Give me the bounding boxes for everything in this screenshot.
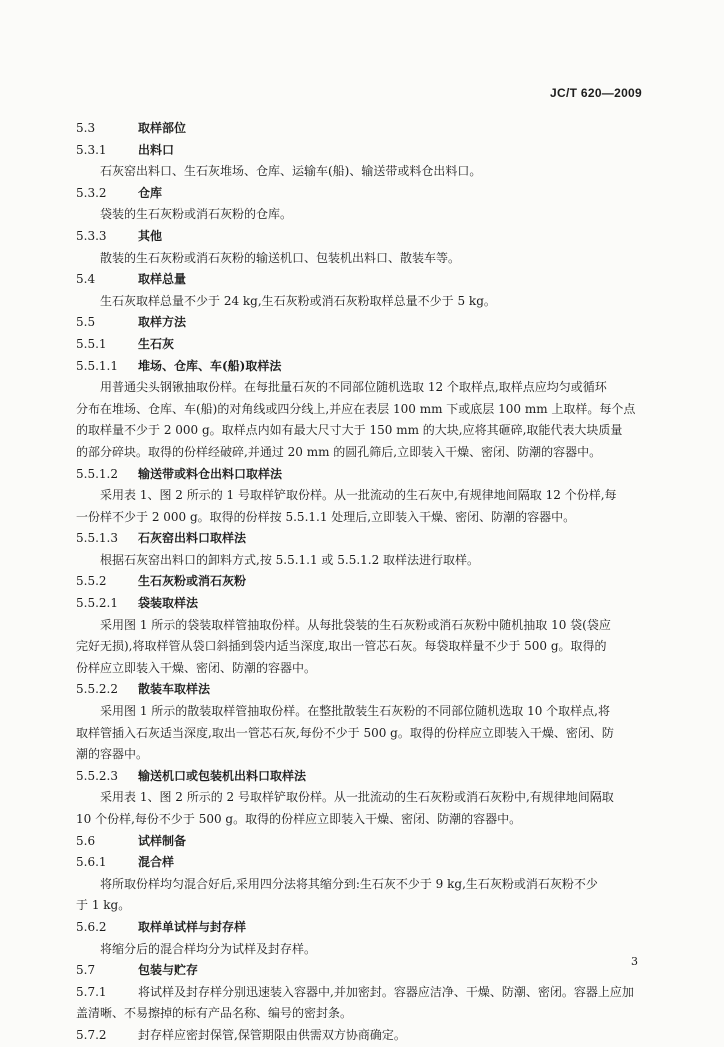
section-number: 5.6 (76, 833, 96, 848)
line-text: 将缩分后的混合样均分为试样及封存样。 (100, 941, 317, 956)
line-text: 生石灰取样总量不少于 24 kg,生石灰粉或消石灰粉取样总量不少于 5 kg。 (100, 293, 496, 308)
paragraph-line (76, 399, 642, 421)
section-number: 5.3.2 (76, 185, 107, 200)
standard-code: JC/T 620—2009 (550, 86, 642, 100)
line-text: 出料口 (138, 142, 175, 157)
paragraph-line (76, 248, 642, 270)
paragraph-line (76, 485, 642, 507)
paragraph-line (76, 787, 642, 809)
paragraph-line (76, 615, 642, 637)
line-text: 生石灰粉或消石灰粉 (138, 574, 247, 589)
line-text: 根据石灰窑出料口的卸料方式,按 5.5.1.1 或 5.5.1.2 取样法进行取样。 (100, 552, 480, 567)
section-number: 5.5.1 (76, 336, 107, 351)
paragraph-line (76, 1003, 642, 1025)
paragraph-line (76, 442, 642, 464)
section-heading (76, 269, 642, 291)
section-heading (76, 464, 642, 486)
line-text: 取样部位 (138, 121, 187, 135)
document-body (76, 118, 642, 1047)
line-text: 生石灰 (138, 336, 175, 351)
line-text: 采用表 1、图 2 所示的 1 号取样铲取份样。从一批流动的生石灰中,有规律地间隔取 12 个份样,每 (100, 488, 617, 503)
line-text: 10 个份样,每份不少于 500 g。取得的份样应立即装入干燥、密闭、防潮的容器中。 (76, 812, 522, 826)
paragraph-line (76, 874, 642, 896)
line-text: 潮的容器中。 (76, 747, 149, 762)
line-text: 试样制备 (138, 833, 187, 848)
paragraph-line (76, 809, 642, 831)
line-text: 将试样及封存样分别迅速装入容器中,并加密封。容器应洁净、干燥、防潮、密闭。容器上应加 (138, 984, 634, 999)
paragraph-line (76, 895, 642, 917)
section-heading (76, 831, 642, 853)
line-text: 袋装取样法 (138, 596, 199, 611)
section-number: 5.7 (76, 963, 96, 978)
paragraph-line (76, 1025, 642, 1047)
paragraph-line (76, 939, 642, 961)
paragraph-line (76, 377, 642, 399)
section-heading (76, 183, 642, 205)
section-number: 5.4 (76, 272, 96, 287)
line-text: 其他 (138, 228, 163, 243)
paragraph-line (76, 161, 642, 183)
section-number: 5.5.1.2 (76, 466, 118, 481)
section-heading (76, 334, 642, 356)
section-heading (76, 571, 642, 593)
line-text: 石灰窑出料口、生石灰堆场、仓库、运输车(船)、输送带或料仓出料口。 (100, 164, 482, 179)
line-text: 袋装的生石灰粉或消石灰粉的仓库。 (100, 207, 293, 222)
line-text: 份样应立即装入干燥、密闭、防潮的容器中。 (76, 660, 317, 675)
section-number: 5.6.2 (76, 919, 107, 934)
section-heading (76, 528, 642, 550)
line-text: 取样管插入石灰适当深度,取出一管芯石灰,每份不少于 500 g。取得的份样应立即装入干燥、密闭、防 (76, 725, 614, 740)
line-text: 完好无损),将取样管从袋口斜插到袋内适当深度,取出一管芯石灰。每袋取样量不少于 500 g。取得的 (76, 639, 607, 654)
section-number: 5.7.1 (76, 984, 107, 999)
line-text: 封存样应密封保管,保管期限由供需双方协商确定。 (138, 1027, 406, 1042)
section-number: 5.5.1.3 (76, 531, 118, 546)
page-number: 3 (631, 955, 638, 968)
paragraph-line (76, 658, 642, 680)
line-text: 取样单试样与封存样 (138, 919, 247, 934)
section-heading (76, 356, 642, 378)
line-text: 取样总量 (138, 272, 187, 287)
line-text: 的部分碎块。取得的份样经破碎,并通过 20 mm 的圆孔筛后,立即装入干燥、密闭、防潮的容器中。 (76, 444, 602, 459)
section-number: 5.3 (76, 121, 96, 135)
section-heading (76, 917, 642, 939)
section-heading (76, 226, 642, 248)
line-text: 混合样 (138, 855, 175, 870)
paragraph-line (76, 507, 642, 529)
line-text: 用普通尖头钢锹抽取份样。在每批量石灰的不同部位随机选取 12 个取样点,取样点应均匀或循环 (100, 380, 607, 395)
paragraph-line (76, 420, 642, 442)
paragraph-line (76, 204, 642, 226)
section-number: 5.6.1 (76, 855, 107, 870)
section-number: 5.5.2.2 (76, 682, 118, 697)
section-number: 5.7.2 (76, 1027, 107, 1042)
line-text: 的取样量不少于 2 000 g。取样点内如有最大尺寸大于 150 mm 的大块,应将其砸碎,取能代表大块质量 (76, 423, 623, 438)
line-text: 一份样不少于 2 000 g。取得的份样按 5.5.1.1 处理后,立即装入干燥、密闭、防潮的容器中。 (76, 509, 576, 524)
section-heading (76, 312, 642, 334)
paragraph-line (76, 550, 642, 572)
line-text: 采用图 1 所示的袋装取样管抽取份样。从每批袋装的生石灰粉或消石灰粉中随机抽取 10 袋(袋应 (100, 617, 611, 632)
line-text: 输送带或料仓出料口取样法 (138, 466, 283, 481)
section-number: 5.5.2.1 (76, 596, 118, 611)
section-heading (76, 140, 642, 162)
section-heading (76, 118, 642, 140)
section-heading (76, 766, 642, 788)
line-text: 散装车取样法 (138, 682, 211, 697)
line-text: 仓库 (138, 185, 163, 200)
section-heading (76, 679, 642, 701)
line-text: 取样方法 (138, 315, 187, 330)
paragraph-line (76, 744, 642, 766)
line-text: 盖清晰、不易擦掉的标有产品名称、编号的密封条。 (76, 1006, 353, 1021)
line-text: 包装与贮存 (138, 963, 199, 978)
paragraph-line (76, 701, 642, 723)
section-number: 5.5 (76, 315, 96, 330)
section-number: 5.3.3 (76, 228, 107, 243)
section-number: 5.3.1 (76, 142, 107, 157)
line-text: 堆场、仓库、车(船)取样法 (138, 358, 282, 373)
paragraph-line (76, 636, 642, 658)
line-text: 分布在堆场、仓库、车(船)的对角线或四分线上,并应在表层 100 mm 下或底层 100 mm 上取样。每个点 (76, 401, 636, 416)
paragraph-line (76, 982, 642, 1004)
line-text: 采用图 1 所示的散装取样管抽取份样。在整批散装生石灰粉的不同部位随机选取 10 个取样点,将 (100, 704, 610, 719)
section-number: 5.5.2.3 (76, 768, 118, 783)
line-text: 于 1 kg。 (76, 898, 131, 913)
line-text: 输送机口或包装机出料口取样法 (138, 768, 307, 783)
paragraph-line (76, 723, 642, 745)
section-number: 5.5.1.1 (76, 358, 118, 373)
section-heading (76, 593, 642, 615)
line-text: 散装的生石灰粉或消石灰粉的输送机口、包装机出料口、散装车等。 (100, 250, 461, 265)
section-heading (76, 852, 642, 874)
line-text: 将所取份样均匀混合好后,采用四分法将其缩分到:生石灰不少于 9 kg,生石灰粉或消石灰粉不少 (100, 876, 598, 891)
line-text: 石灰窑出料口取样法 (138, 531, 247, 546)
line-text: 采用表 1、图 2 所示的 2 号取样铲取份样。从一批流动的生石灰粉或消石灰粉中,有规律地间隔取 (100, 790, 614, 805)
paragraph-line (76, 291, 642, 313)
section-heading (76, 960, 642, 982)
section-number: 5.5.2 (76, 574, 107, 589)
